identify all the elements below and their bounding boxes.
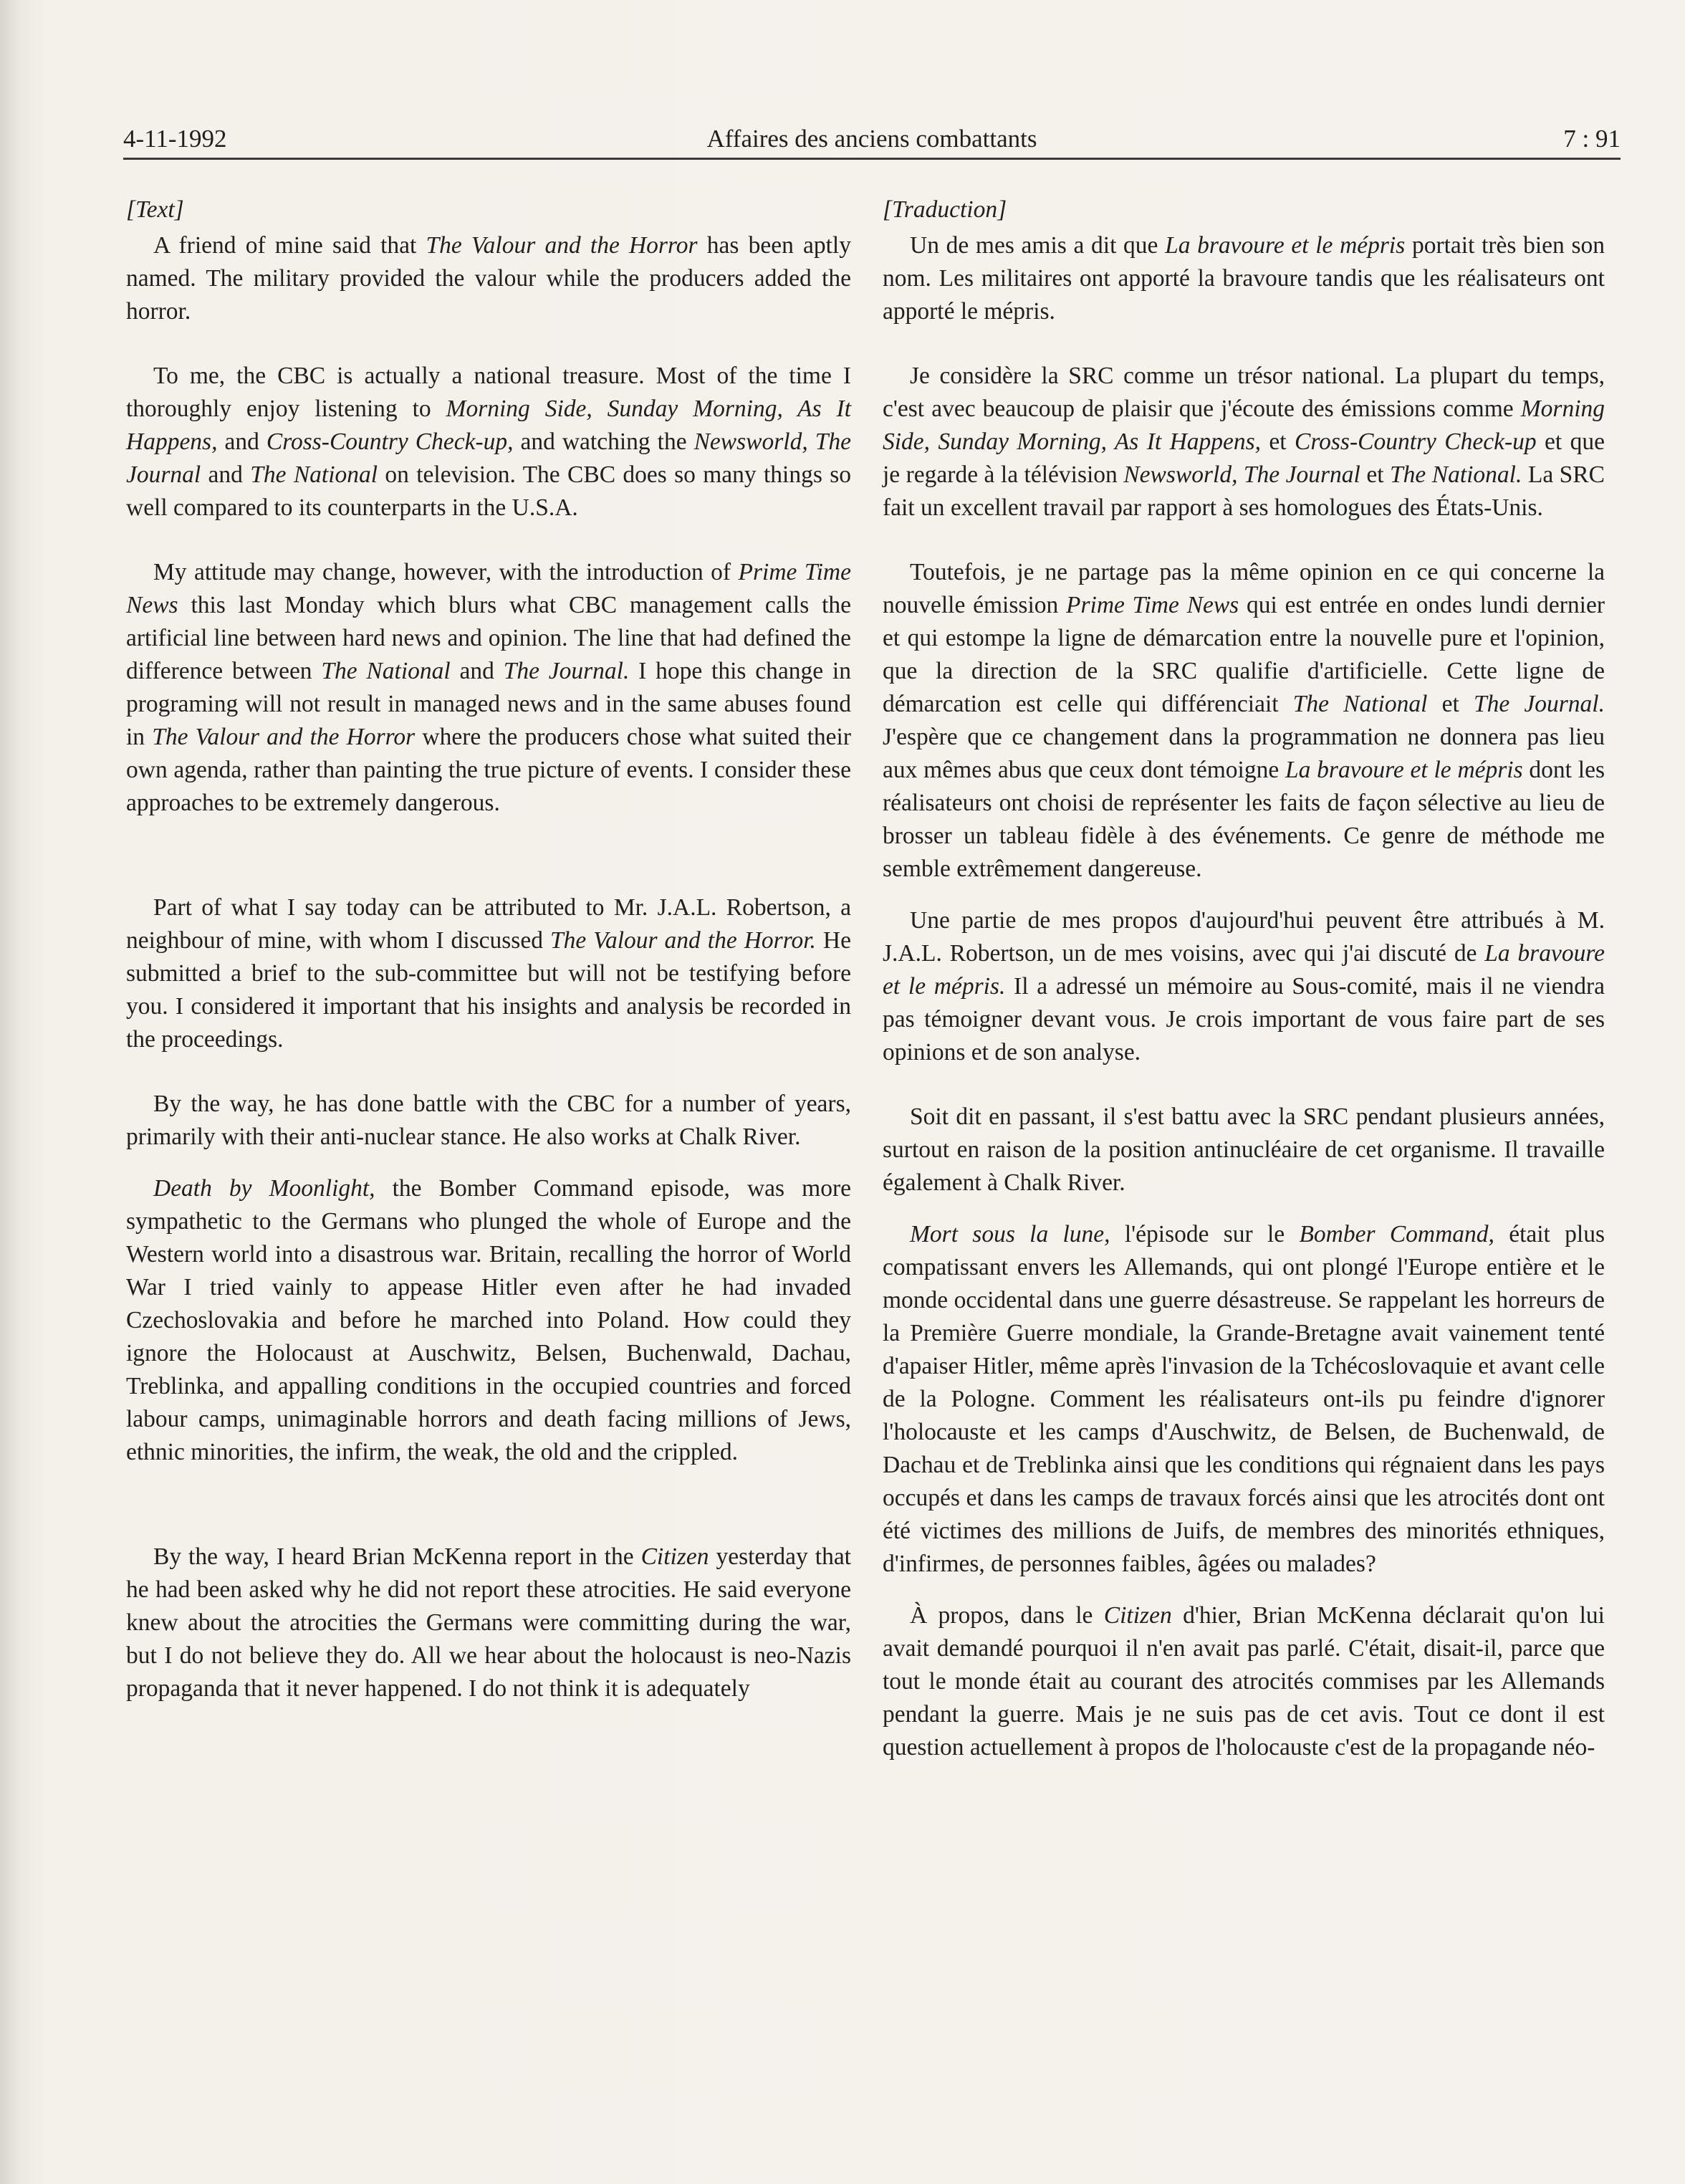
running-header bbox=[123, 120, 1621, 160]
paragraphe-1: Un de mes amis a dit que La bravoure et le mépris portait très bien son nom. Les militaires ont apporté la bravoure tandis que les réalisateurs ont apporté le mépris. bbox=[883, 232, 1605, 325]
language-label-traduction: [Traduction] bbox=[883, 196, 1007, 223]
language-label-text: [Text] bbox=[126, 196, 184, 223]
paragraphe-4: Une partie de mes propos d'aujourd'hui peuvent être attribués à M. J.A.L. Robertson, un de mes voisins, avec qui j'ai discuté de La bravoure et le mépris. Il a adressé un mémoire au Sous-comité, mais il ne viendra pas témoigner devant vous. Je crois important de vous faire part de ses opinions et de son analyse. bbox=[883, 907, 1605, 1065]
header-date: 4-11-1992 bbox=[123, 125, 227, 153]
paragraph-4: Part of what I say today can be attributed to Mr. J.A.L. Robertson, a neighbour of mine, with whom I discussed The Valour and the Horror. He submitted a brief to the sub-committee but will not be testifying before you. I considered it important that his insights and analysis be recorded in the proceedings. bbox=[126, 894, 851, 1053]
paragraphe-6: Mort sous la lune, l'épisode sur le Bomber Command, était plus compatissant envers les Allemands, qui ont plongé l'Europe entière et le monde occidental dans une guerre désastreuse. Se rappelant les horreurs de la Première Guerre mondiale, la Grande-Bretagne avait vainement tenté d'apaiser Hitler, même après l'invasion de la Tchécoslovaquie et avant celle de la Pologne. Comment les réalisateurs ont-ils pu feindre d'ignorer l'holocauste et les camps d'Auschwitz, de Belsen, de Buchenwald, de Dachau et de Treblinka ainsi que les conditions qui régnaient dans les pays occupés et dans les camps de travaux forcés ainsi que les atrocités dont ont été victimes des millions de Juifs, de membres des minorités ethniques, d'infirmes, de personnes faibles, âgées ou malades? bbox=[883, 1221, 1605, 1577]
paragraph-2: To me, the CBC is actually a national treasure. Most of the time I thoroughly enjoy listening to Morning Side, Sunday Morning, As It Happens, and Cross-Country Check-up, and watching the Newsworld, The Journal and The National on television. The CBC does so many things so well compared to its counterparts in the U.S.A. bbox=[126, 363, 852, 521]
paragraph-5: By the way, he has done battle with the CBC for a number of years, primarily with their anti-nuclear stance. He also works at Chalk River. bbox=[126, 1091, 851, 1150]
english-column bbox=[126, 193, 851, 1737]
paragraph-6: Death by Moonlight, the Bomber Command episode, was more sympathetic to the Germans who plunged the whole of Europe and the Western world into a disastrous war. Britain, recalling the horror of World War I tried vainly to appease Hitler even after he had invaded Czechoslovakia and before he marched into Poland. How could they ignore the Holocaust at Auschwitz, Belsen, Buchenwald, Dachau, Treblinka, and appalling conditions in the occupied countries and forced labour camps, unimaginable horrors and death facing millions of Jews, ethnic minorities, the infirm, the weak, the old and the crippled. bbox=[126, 1175, 851, 1465]
paragraph-3: My attitude may change, however, with the introduction of Prime Time News this last Monday which blurs what CBC management calls the artificial line between hard news and opinion. The line that had defined the difference between The National and The Journal. I hope this change in programing will not result in managed news and in the same abuses found in The Valour and the Horror where the producers chose what suited their own agenda, rather than painting the true picture of events. I consider these approaches to be extremely dangerous. bbox=[126, 559, 852, 816]
paragraphe-3: Toutefois, je ne partage pas la même opinion en ce qui concerne la nouvelle émission Prime Time News qui est entrée en ondes lundi dernier et qui estompe la ligne de démarcation entre la nouvelle pure et l'opinion, que la direction de la SRC qualifie d'artificielle. Cette ligne de démarcation est celle qui différenciait The National et The Journal. J'espère que ce changement dans la programmation ne donnera pas lieu aux mêmes abus que ceux dont témoigne La bravoure et le mépris dont les réalisateurs ont choisi de représenter les faits de façon sélective au lieu de brosser un tableau fidèle à des événements. Ce genre de méthode me semble extrêmement dangereuse. bbox=[883, 559, 1605, 882]
header-title: Affaires des anciens combattants bbox=[706, 125, 1037, 153]
paragraph-1: A friend of mine said that The Valour and the Horror has been aptly named. The military provided the valour while the producers added the horror. bbox=[126, 232, 851, 325]
paragraphe-2: Je considère la SRC comme un trésor national. La plupart du temps, c'est avec beaucoup de plaisir que j'écoute des émissions comme Morning Side, Sunday Morning, As It Happens, et Cross-Country Check-up et que je regarde à la télévision Newsworld, The Journal et The National. La SRC fait un excellent travail par rapport à ses homologues des États-Unis. bbox=[883, 363, 1605, 521]
paragraphe-5: Soit dit en passant, il s'est battu avec la SRC pendant plusieurs années, surtout en raison de la position antinucléaire de cet organisme. Il travaille également à Chalk River. bbox=[883, 1103, 1605, 1196]
header-page-number: 7 : 91 bbox=[1563, 125, 1621, 153]
paragraphe-7: À propos, dans le Citizen d'hier, Brian McKenna déclarait qu'on lui avait demandé pourquoi il n'en avait pas parlé. C'était, disait-il, parce que tout le monde était au courant des atrocités commises par les Allemands pendant la guerre. Mais je ne suis pas de cet avis. Tout ce dont il est question actuellement à propos de l'holocauste c'est de la propagande néo- bbox=[883, 1602, 1605, 1761]
french-column bbox=[883, 193, 1605, 1796]
paragraph-7: By the way, I heard Brian McKenna report in the Citizen yesterday that he had been asked why he did not report these atrocities. He said everyone knew about the atrocities the Germans were committing during the war, but I do not believe they do. All we hear about the holocaust is neo-Nazis propaganda that it never happened. I do not think it is adequately bbox=[126, 1543, 851, 1702]
